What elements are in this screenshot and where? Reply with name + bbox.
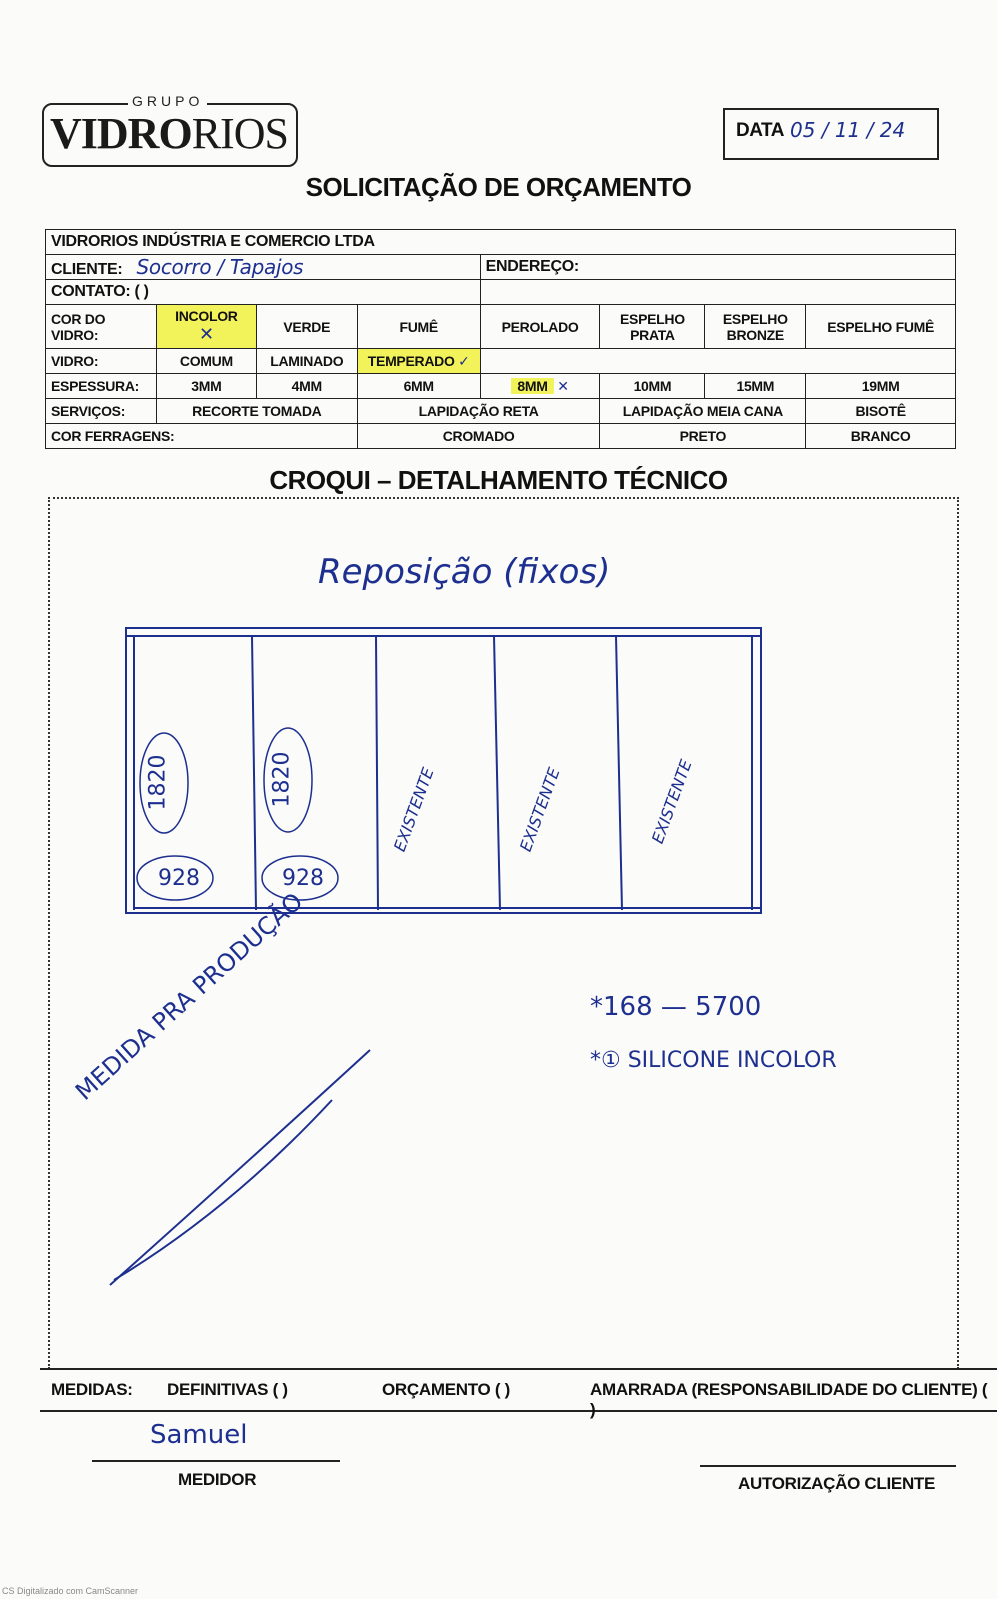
glass-color-label: COR DO VIDRO: (46, 305, 157, 349)
panel3-status: EXISTENTE (389, 765, 438, 854)
panel5-status: EXISTENTE (647, 757, 696, 846)
hardware-row (46, 424, 956, 449)
thickness-10mm: 10MM (600, 374, 705, 399)
measures-label: MEDIDAS: (51, 1380, 133, 1399)
panel1-height: 1820 (145, 754, 171, 811)
production-strike-line (100, 1040, 390, 1300)
glass-color-row (46, 305, 956, 349)
glass-type-row (46, 349, 956, 374)
order-form-table (45, 229, 956, 449)
glass-type-label: VIDRO: (46, 349, 157, 374)
sketch-outer-frame (126, 628, 761, 913)
client-row (46, 255, 956, 280)
service-meia-cana: LAPIDAÇÃO MEIA CANA (600, 399, 806, 424)
hardware-branco: BRANCO (806, 424, 956, 449)
hardware-cromado: CROMADO (357, 424, 600, 449)
client-signature-line (700, 1465, 956, 1467)
panel4-status: EXISTENTE (515, 765, 564, 854)
color-perolado: PEROLADO (480, 305, 600, 349)
panel2-height: 1820 (269, 751, 295, 808)
panel2-width: 928 (282, 866, 324, 891)
date-label: DATA (736, 120, 784, 141)
strike-stroke-1 (110, 1050, 370, 1285)
color-verde: VERDE (256, 305, 357, 349)
thickness-row (46, 374, 956, 399)
sketch-divider-4 (616, 636, 622, 910)
type-blank (480, 349, 955, 374)
croqui-title: CROQUI – DETALHAMENTO TÉCNICO (269, 465, 728, 495)
contact-blank (480, 280, 955, 305)
service-bisote: BISOTÊ (806, 399, 956, 424)
thickness-15mm: 15MM (705, 374, 806, 399)
client-value: Socorro / Tapajos (136, 255, 304, 279)
temperado-mark: ✓ (458, 353, 470, 370)
color-espelho-bronze: ESPELHO BRONZE (705, 305, 806, 349)
logo-brand-thin: RIOS (191, 109, 288, 158)
address-label: ENDEREÇO: (480, 255, 955, 280)
type-temperado: TEMPERADO ✓ (357, 349, 480, 374)
contact-label: CONTATO: ( ) (46, 280, 481, 305)
page-title: SOLICITAÇÃO DE ORÇAMENTO (305, 172, 692, 202)
company-name: VIDRORIOS INDÚSTRIA E COMERCIO LTDA (46, 230, 956, 255)
note-2: *① SILICONE INCOLOR (590, 1048, 837, 1073)
measures-quote: ORÇAMENTO ( ) (382, 1380, 510, 1399)
hardware-preto: PRETO (600, 424, 806, 449)
date-value: 05 / 11 / 24 (790, 118, 906, 142)
client-cell (46, 255, 481, 280)
footer-top-border (40, 1368, 997, 1370)
thickness-19mm: 19MM (806, 374, 956, 399)
thickness-4mm: 4MM (256, 374, 357, 399)
scanner-watermark: CS Digitalizado com CamScanner (2, 1586, 139, 1596)
sketch-divider-3 (494, 636, 500, 910)
color-fume: FUMÊ (357, 305, 480, 349)
logo-brand-bold: VIDRO (50, 109, 192, 158)
thickness-3mm: 3MM (156, 374, 256, 399)
medidor-label: MEDIDOR (178, 1470, 257, 1489)
croqui-heading: Reposição (fixos) (318, 552, 611, 592)
company-logo (50, 108, 288, 159)
color-espelho-fume: ESPELHO FUMÊ (806, 305, 956, 349)
company-row (46, 230, 956, 255)
service-lapidacao-reta: LAPIDAÇÃO RETA (357, 399, 600, 424)
services-row (46, 399, 956, 424)
sketch-divider-2 (376, 636, 378, 910)
service-recorte: RECORTE TOMADA (156, 399, 357, 424)
8mm-mark: ✕ (557, 378, 569, 395)
color-incolor: INCOLOR ✕ (156, 305, 256, 349)
sketch-divider-1 (252, 636, 256, 910)
services-label: SERVIÇOS: (46, 399, 157, 424)
incolor-mark: ✕ (198, 324, 214, 345)
hardware-label: COR FERRAGENS: (46, 424, 358, 449)
color-espelho-prata: ESPELHO PRATA (600, 305, 705, 349)
thickness-8mm: 8MM ✕ (480, 374, 600, 399)
contact-row (46, 280, 956, 305)
measures-tied: AMARRADA (RESPONSABILIDADE DO CLIENTE) ( ) (590, 1380, 988, 1419)
type-laminado: LAMINADO (256, 349, 357, 374)
logo-grupo-text: GRUPO (128, 93, 207, 109)
medidor-signature-line (92, 1460, 340, 1462)
client-label: CLIENTE: (51, 261, 123, 278)
thickness-label: ESPESSURA: (46, 374, 157, 399)
production-note: MEDIDA PRA PRODUÇÃO (70, 887, 309, 1106)
thickness-6mm: 6MM (357, 374, 480, 399)
panel1-width: 928 (158, 866, 200, 891)
note-1: *168 — 5700 (590, 992, 762, 1022)
type-comum: COMUM (156, 349, 256, 374)
client-authorization-label: AUTORIZAÇÃO CLIENTE (738, 1474, 936, 1493)
measures-definitive: DEFINITIVAS ( ) (167, 1380, 288, 1399)
medidor-signature: Samuel (150, 1420, 248, 1450)
